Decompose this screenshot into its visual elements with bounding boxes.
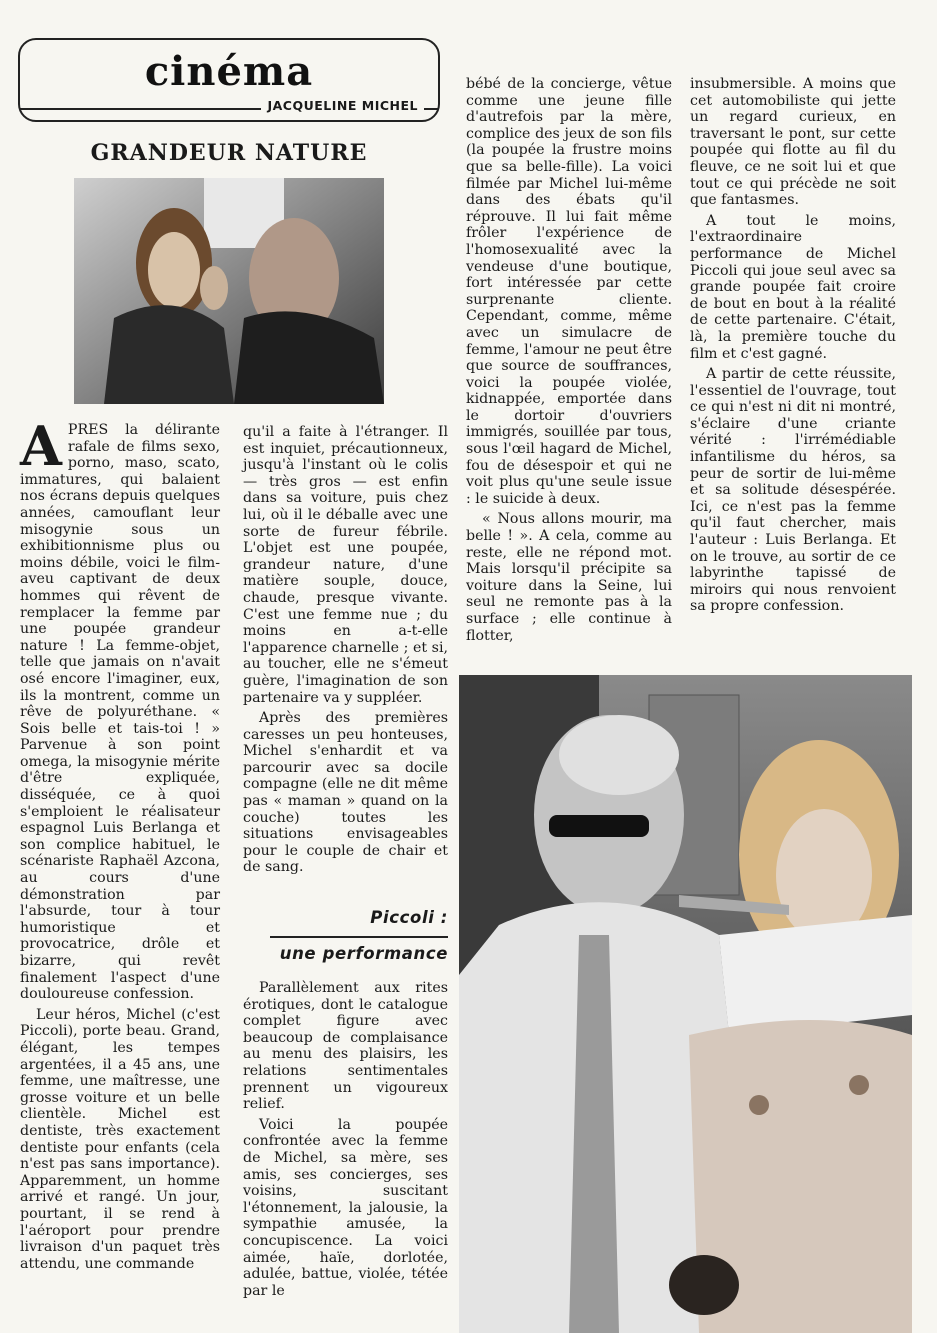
col4-paragraph-2: A tout le moins, l'extraordinaire performance de Michel Piccoli qui joue seul avec sa grande poupée fait croire de bout en bout à la réalité de cette partenaire. C'était, là, la première touche du film et c'est gagné. [690,212,896,362]
subheading-line-1: Piccoli : [370,908,448,927]
author-name: JACQUELINE MICHEL [261,98,424,113]
col2-paragraph-4: Voici la poupée confrontée avec la femme de Michel, sa mère, ses amis, ses concierges, ses voisins, suscitant l'étonnement, la jalousie, la sympathie amusée, la concupiscence. La voici aimée, haïe, dorlotée, adulée, battue, violée, tétée par le [243,1116,448,1299]
article-column-2-continued [243,980,448,1303]
col1-paragraph-1: APRES la délirante rafale de films sexo, porno, maso, scato, immatures, qui balaient nos écrans depuis quelques années, camouflant leur misogynie sous un exhibitionnisme plus ou moins débile, voici le film-aveu captivant de deux hommes qui rêvent de remplacer la femme par une poupée grandeur nature ! La femme-objet, telle que jamais on n'avait osé encore l'imaginer, eux, ils la montrent, comme un rêve de polyuréthane. « Sois belle et tais-toi ! » Parvenue à son point omega, la misogynie mérite d'être expliquée, disséquée, ce à quoi s'emploient le réalisateur espagnol Luis Berlanga et son complice habituel, le scénariste Raphaël Azcona, au cours d'une démonstration par l'absurde, tour à tour humoristique et provocatrice, drôle et bizarre, qui revêt finalement l'aspect d'une douloureuse confession. [20,414,220,1003]
subheading-line-2: une performance [279,944,448,963]
article-headline: GRANDEUR NATURE [90,140,368,166]
col3-paragraph-1: bébé de la concierge, vêtue comme une jeune fille d'autrefois par la mère, complice des jeux de son fils (la poupée la frustre moins que sa belle-fille). La voici filmée par Michel lui-même dans des ébats qu'il réprouve. Il lui fait même frôler l'expérience de l'homosexualité avec la vendeuse d'une boutique, fort intéressée par cette surprenante cliente. Cependant, comme, même avec un simulacre de femme, l'amour ne peut être que source de souffrances, voici la poupée violée, kidnappée, emportée dans le dortoir d'ouvriers immigrés, souillée par tous, sous l'œil hagard de Michel, fou de désespoir et qui ne voit plus qu'une seule issue : le suicide à deux. [466,76,672,507]
main-photo-image [459,675,912,1333]
col4-paragraph-3: A partir de cette réussite, l'essentiel de l'ouvrage, tout ce qui n'est ni dit ni montré, s'éclaire d'une criante vérité : l'irrémédiable infantilisme du héros, sa peur de sortir de lui-même et sa solitude désespérée. Ici, ce n'est pas la femme qu'il faut chercher, mais l'auteur : Luis Berlanga. Et on le trouve, au sortir de ce labyrinthe tapissé de miroirs qui nous renvoient sa propre confession. [690,366,896,615]
col1-paragraph-2: Leur héros, Michel (c'est Piccoli), porte beau. Grand, élégant, les tempes argentées, il a 45 ans, une femme, une maîtresse, une grosse voiture et un belle clientèle. Michel est dentiste, très exactement dentiste pour enfants (cela n'est pas sans importance). Apparemment, un homme arrivé et rangé. Un jour, pourtant, il se rend à l'aéroport pour prendre livraison d'un paquet très attendu, une commande [20,1006,220,1272]
col2-paragraph-1: qu'il a faite à l'étranger. Il est inquiet, précautionneux, jusqu'à l'instant où le colis — très gros — est enfin dans sa voiture, puis chez lui, où il le déballe avec une sorte de fureur fébrile. L'objet est une poupée, grandeur nature, d'une matière souple, douce, chaude, presque vivante. C'est une femme nue ; du moins en a-t-elle l'apparence charnelle ; et si, au toucher, elle ne s'émeut guère, l'imagination de son partenaire va y suppléer. [243,424,448,706]
drop-cap: A [20,414,62,478]
col2-paragraph-2: Après des premières caresses un peu honteuses, Michel s'enhardit et va parcourir avec sa docile compagne (elle ne dit même pas « maman » quand on la couche) toutes les situations envisageables pour le couple de chair et de sang. [243,710,448,876]
section-title: cinéma [144,48,314,95]
col3-paragraph-2: « Nous allons mourir, ma belle ! ». A cela, comme au reste, elle ne répond mot. Mais lorsqu'il précipite sa voiture dans la Seine, lui seul ne remonte pas à la surface ; elle continue à flotter, [466,511,672,644]
article-column-3 [466,76,672,648]
top-film-photo [74,178,384,404]
top-photo-image [74,178,384,404]
subheading-rule [270,936,448,938]
article-column-1 [20,414,220,1276]
col4-paragraph-1: insubmersible. A moins que cet automobiliste qui jette un regard curieux, en traversant le pont, sur cette poupée qui flotte au fil du fleuve, ce ne soit lui et que tout ce qui précède ne soit que fantasmes. [690,76,896,209]
article-column-4 [690,76,896,619]
article-column-2 [243,424,448,880]
section-header-box [18,38,440,122]
col2-paragraph-3: Parallèlement aux rites érotiques, dont le catalogue complet figure avec beaucoup de complaisance au menu des plaisirs, les relations sentimentales prennent un vigoureux relief. [243,980,448,1113]
main-film-photo [459,675,912,1333]
